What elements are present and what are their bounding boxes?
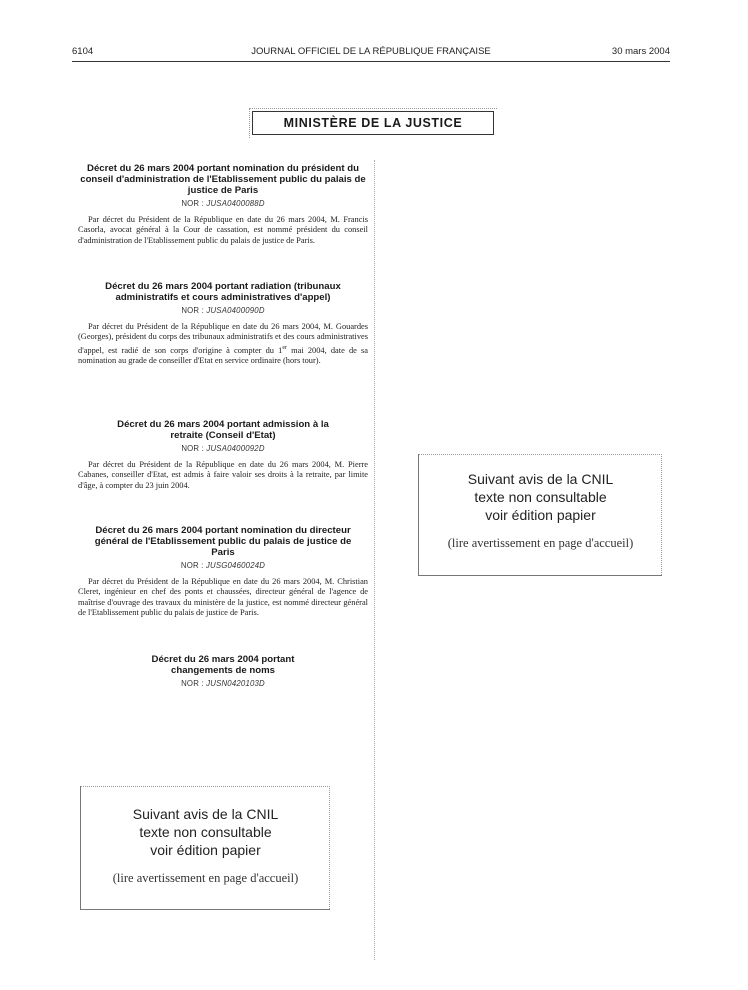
nor-code: JUSA0400090D <box>206 306 265 315</box>
header-rule <box>72 61 670 62</box>
decree-3 <box>78 419 368 491</box>
cnil-notice-left <box>80 786 330 910</box>
decree-body: Par décret du Président de la République en date du 26 mars 2004, M. Christian Cleret, ingénieur en chef des ponts et chaussées, directeur général de l'agence de maîtrise d'ouvrage des travaux du ministère de la justice, est nommé directeur général de l'Etablissement public du palais de justice de Paris. <box>78 577 368 617</box>
cnil-line-1: Suivant avis de la CNIL <box>467 471 614 487</box>
decree-5 <box>78 654 368 688</box>
nor-label: NOR : <box>181 199 204 208</box>
cnil-note: (lire avertissement en page d'accueil) <box>447 536 634 550</box>
decree-4 <box>78 525 368 618</box>
cnil-line-2: texte non consultable <box>474 489 607 505</box>
cnil-line-3: voir édition papier <box>150 842 261 858</box>
column-divider <box>374 160 375 960</box>
nor-label: NOR : <box>181 444 204 453</box>
decree-1 <box>78 163 368 246</box>
nor-code: JUSA0400088D <box>206 199 265 208</box>
decree-title: Décret du 26 mars 2004 portant admission à la retraite (Conseil d'Etat) <box>117 419 329 441</box>
decree-body: Par décret du Président de la République en date du 26 mars 2004, M. Pierre Cabanes, conseiller d'Etat, est admis à faire valoir ses droits à la retraite, par limite d'âge, à compter du 23 juin 2004. <box>78 460 368 490</box>
ministry-heading: MINISTÈRE DE LA JUSTICE <box>252 111 494 135</box>
decree-body <box>78 322 368 366</box>
decree-title: Décret du 26 mars 2004 portant nomination du président du conseil d'administration de l'Etablissement public du palais de justice de Paris <box>80 163 366 196</box>
decree-title: Décret du 26 mars 2004 portant radiation (tribunaux administratifs et cours administratives d'appel) <box>105 281 341 303</box>
nor-label: NOR : <box>181 306 204 315</box>
decree-nor <box>78 199 368 208</box>
decree-body-text: mai 2004, date de sa nomination au grade de conseiller d'Etat en service ordinaire (hors tour). <box>78 345 368 365</box>
nor-label: NOR : <box>180 561 204 570</box>
cnil-note: (lire avertissement en page d'accueil) <box>112 871 299 885</box>
cnil-line-1: Suivant avis de la CNIL <box>132 806 279 822</box>
decree-nor <box>78 561 368 570</box>
decree-nor <box>78 306 368 315</box>
decree-nor <box>78 444 368 453</box>
journal-title: JOURNAL OFFICIEL DE LA RÉPUBLIQUE FRANÇAISE <box>251 46 491 57</box>
cnil-notice-right <box>418 454 662 576</box>
decree-body-text: Par décret du Président de la République en date du 26 mars 2004, M. Gouardes (Georges), président du corps des tribunaux administratifs et des cours administratives d'appel, est radié de son corps d'origine à compter du 1 <box>78 322 368 355</box>
decree-body: Par décret du Président de la République en date du 26 mars 2004, M. Francis Casorla, avocat général à la Cour de cassation, est nommé président du conseil d'administration de l'Etablissement public du palais de justice de Paris. <box>78 215 368 245</box>
page-number: 6104 <box>72 46 94 57</box>
nor-code: JUSA0400092D <box>206 444 265 453</box>
page-header <box>72 46 670 62</box>
ordinal-superscript: er <box>282 344 287 351</box>
nor-label: NOR : <box>181 679 204 688</box>
issue-date: 30 mars 2004 <box>611 46 670 57</box>
decree-nor <box>78 679 368 688</box>
decree-2 <box>78 281 368 366</box>
nor-code: JUSN0420103D <box>206 679 265 688</box>
decree-title: Décret du 26 mars 2004 portant changements de noms <box>151 654 295 676</box>
cnil-line-3: voir édition papier <box>485 507 596 523</box>
decree-title: Décret du 26 mars 2004 portant nomination du directeur général de l'Etablissement public du palais de justice de Paris <box>94 525 352 558</box>
nor-code: JUSG0460024D <box>205 561 266 570</box>
cnil-line-2: texte non consultable <box>139 824 272 840</box>
